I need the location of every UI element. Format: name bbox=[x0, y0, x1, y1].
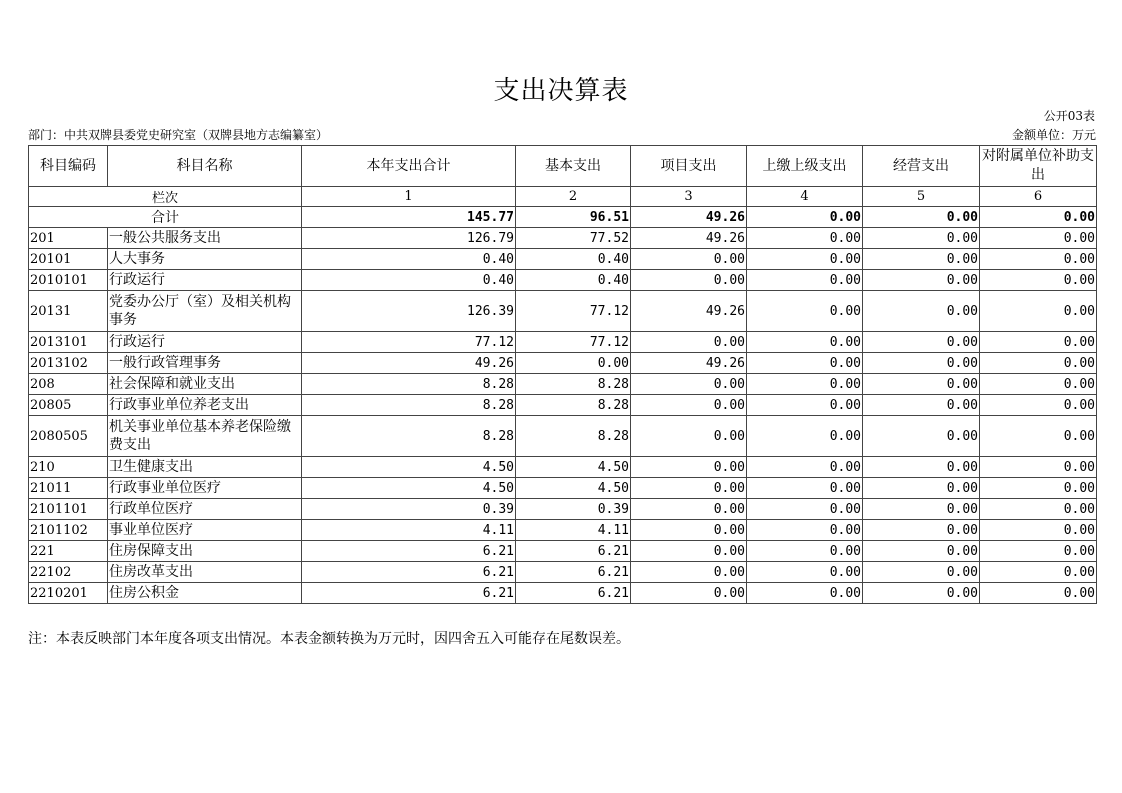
amount-cell: 0.00 bbox=[747, 291, 863, 332]
amount-cell: 0.00 bbox=[747, 374, 863, 395]
total-cell: 0.00 bbox=[747, 207, 863, 228]
amount-cell: 6.21 bbox=[516, 562, 631, 583]
name-cell: 行政运行 bbox=[108, 332, 302, 353]
amount-cell: 0.00 bbox=[980, 583, 1097, 604]
amount-cell: 8.28 bbox=[302, 374, 516, 395]
amount-cell: 0.00 bbox=[747, 583, 863, 604]
amount-cell: 0.00 bbox=[631, 583, 747, 604]
amount-cell: 0.00 bbox=[747, 541, 863, 562]
amount-cell: 6.21 bbox=[302, 583, 516, 604]
department-label: 部门：中共双牌县委党史研究室（双牌县地方志编纂室） bbox=[28, 128, 329, 142]
footnote: 注：本表反映部门本年度各项支出情况。本表金额转换为万元时，因四舍五入可能存在尾数误差。 bbox=[28, 631, 630, 647]
amount-cell: 0.00 bbox=[747, 562, 863, 583]
total-cell: 49.26 bbox=[631, 207, 747, 228]
amount-cell: 0.00 bbox=[747, 416, 863, 457]
table-row bbox=[29, 562, 1097, 583]
amount-cell: 0.00 bbox=[863, 270, 980, 291]
form-code: 公开03表 bbox=[1043, 109, 1095, 123]
amount-cell: 0.00 bbox=[516, 353, 631, 374]
amount-cell: 126.79 bbox=[302, 228, 516, 249]
amount-cell: 0.00 bbox=[863, 562, 980, 583]
amount-cell: 4.11 bbox=[302, 520, 516, 541]
amount-cell: 0.00 bbox=[631, 270, 747, 291]
amount-cell: 0.00 bbox=[863, 395, 980, 416]
name-cell: 一般公共服务支出 bbox=[108, 228, 302, 249]
amount-cell: 0.00 bbox=[980, 291, 1097, 332]
header-cell: 科目名称 bbox=[108, 146, 302, 187]
amount-cell: 0.00 bbox=[631, 416, 747, 457]
amount-cell: 0.00 bbox=[980, 541, 1097, 562]
amount-cell: 77.12 bbox=[516, 291, 631, 332]
amount-cell: 0.00 bbox=[980, 499, 1097, 520]
table-row bbox=[29, 583, 1097, 604]
code-cell: 2080505 bbox=[29, 416, 108, 457]
amount-cell: 0.00 bbox=[863, 228, 980, 249]
amount-cell: 0.00 bbox=[747, 228, 863, 249]
amount-cell: 4.50 bbox=[302, 478, 516, 499]
table-row bbox=[29, 541, 1097, 562]
index-label: 栏次 bbox=[29, 187, 302, 207]
amount-cell: 0.00 bbox=[863, 499, 980, 520]
amount-cell: 126.39 bbox=[302, 291, 516, 332]
amount-cell: 0.00 bbox=[631, 478, 747, 499]
code-cell: 201 bbox=[29, 228, 108, 249]
name-cell: 卫生健康支出 bbox=[108, 457, 302, 478]
code-cell: 20131 bbox=[29, 291, 108, 332]
amount-cell: 0.00 bbox=[631, 249, 747, 270]
amount-cell: 49.26 bbox=[631, 291, 747, 332]
total-label: 合计 bbox=[29, 207, 302, 228]
index-cell: 6 bbox=[980, 187, 1097, 207]
code-cell: 2013102 bbox=[29, 353, 108, 374]
amount-cell: 0.00 bbox=[747, 457, 863, 478]
amount-cell: 0.00 bbox=[863, 291, 980, 332]
amount-cell: 0.00 bbox=[980, 228, 1097, 249]
table-row bbox=[29, 520, 1097, 541]
code-cell: 2010101 bbox=[29, 270, 108, 291]
amount-cell: 0.00 bbox=[980, 374, 1097, 395]
amount-cell: 0.00 bbox=[747, 249, 863, 270]
amount-cell: 0.00 bbox=[980, 562, 1097, 583]
amount-cell: 0.00 bbox=[747, 395, 863, 416]
amount-cell: 0.00 bbox=[980, 478, 1097, 499]
amount-cell: 8.28 bbox=[302, 395, 516, 416]
amount-cell: 77.12 bbox=[302, 332, 516, 353]
amount-cell: 6.21 bbox=[516, 541, 631, 562]
table-row bbox=[29, 416, 1097, 457]
amount-cell: 0.00 bbox=[631, 395, 747, 416]
amount-cell: 0.00 bbox=[631, 332, 747, 353]
amount-cell: 0.00 bbox=[631, 562, 747, 583]
header-cell: 基本支出 bbox=[516, 146, 631, 187]
amount-cell: 0.00 bbox=[747, 353, 863, 374]
table-row bbox=[29, 228, 1097, 249]
unit-label: 金额单位：万元 bbox=[1011, 128, 1096, 142]
code-cell: 221 bbox=[29, 541, 108, 562]
index-row bbox=[29, 187, 1097, 207]
table-row bbox=[29, 270, 1097, 291]
name-cell: 事业单位医疗 bbox=[108, 520, 302, 541]
amount-cell: 8.28 bbox=[302, 416, 516, 457]
amount-cell: 49.26 bbox=[302, 353, 516, 374]
name-cell: 机关事业单位基本养老保险缴费支出 bbox=[108, 416, 302, 457]
meta-bar bbox=[28, 126, 1096, 144]
table-row bbox=[29, 249, 1097, 270]
name-cell: 人大事务 bbox=[108, 249, 302, 270]
header-cell: 经营支出 bbox=[863, 146, 980, 187]
table-row bbox=[29, 457, 1097, 478]
name-cell: 行政事业单位医疗 bbox=[108, 478, 302, 499]
index-cell: 3 bbox=[631, 187, 747, 207]
table-row bbox=[29, 478, 1097, 499]
amount-cell: 0.00 bbox=[980, 332, 1097, 353]
code-cell: 21011 bbox=[29, 478, 108, 499]
amount-cell: 49.26 bbox=[631, 353, 747, 374]
amount-cell: 0.39 bbox=[516, 499, 631, 520]
amount-cell: 49.26 bbox=[631, 228, 747, 249]
amount-cell: 0.00 bbox=[747, 478, 863, 499]
name-cell: 党委办公厅（室）及相关机构事务 bbox=[108, 291, 302, 332]
name-cell: 住房公积金 bbox=[108, 583, 302, 604]
amount-cell: 0.00 bbox=[980, 416, 1097, 457]
name-cell: 行政单位医疗 bbox=[108, 499, 302, 520]
amount-cell: 0.00 bbox=[863, 520, 980, 541]
header-cell: 上缴上级支出 bbox=[747, 146, 863, 187]
header-cell: 项目支出 bbox=[631, 146, 747, 187]
name-cell: 一般行政管理事务 bbox=[108, 353, 302, 374]
header-cell: 科目编码 bbox=[29, 146, 108, 187]
amount-cell: 0.40 bbox=[516, 270, 631, 291]
code-cell: 210 bbox=[29, 457, 108, 478]
amount-cell: 0.00 bbox=[747, 520, 863, 541]
amount-cell: 0.40 bbox=[516, 249, 631, 270]
header-cell: 对附属单位补助支出 bbox=[980, 146, 1097, 187]
amount-cell: 0.00 bbox=[863, 416, 980, 457]
name-cell: 住房保障支出 bbox=[108, 541, 302, 562]
expenditure-table bbox=[28, 145, 1097, 604]
amount-cell: 0.00 bbox=[980, 249, 1097, 270]
amount-cell: 0.00 bbox=[863, 374, 980, 395]
amount-cell: 0.00 bbox=[747, 499, 863, 520]
index-cell: 1 bbox=[302, 187, 516, 207]
table-row bbox=[29, 374, 1097, 395]
total-cell: 145.77 bbox=[302, 207, 516, 228]
table-row bbox=[29, 332, 1097, 353]
code-cell: 2101102 bbox=[29, 520, 108, 541]
code-cell: 2013101 bbox=[29, 332, 108, 353]
code-cell: 20805 bbox=[29, 395, 108, 416]
name-cell: 行政运行 bbox=[108, 270, 302, 291]
amount-cell: 4.50 bbox=[516, 478, 631, 499]
total-row bbox=[29, 207, 1097, 228]
code-cell: 2101101 bbox=[29, 499, 108, 520]
index-cell: 2 bbox=[516, 187, 631, 207]
amount-cell: 0.00 bbox=[863, 478, 980, 499]
code-cell: 20101 bbox=[29, 249, 108, 270]
name-cell: 行政事业单位养老支出 bbox=[108, 395, 302, 416]
amount-cell: 0.00 bbox=[863, 332, 980, 353]
amount-cell: 8.28 bbox=[516, 374, 631, 395]
page-title: 支出决算表 bbox=[493, 76, 629, 106]
amount-cell: 0.00 bbox=[980, 457, 1097, 478]
amount-cell: 0.00 bbox=[631, 499, 747, 520]
table-row bbox=[29, 353, 1097, 374]
amount-cell: 0.00 bbox=[980, 395, 1097, 416]
amount-cell: 6.21 bbox=[302, 541, 516, 562]
amount-cell: 77.52 bbox=[516, 228, 631, 249]
code-cell: 2210201 bbox=[29, 583, 108, 604]
name-cell: 住房改革支出 bbox=[108, 562, 302, 583]
amount-cell: 0.00 bbox=[863, 457, 980, 478]
amount-cell: 0.00 bbox=[980, 270, 1097, 291]
header-row bbox=[29, 146, 1097, 187]
name-cell: 社会保障和就业支出 bbox=[108, 374, 302, 395]
amount-cell: 77.12 bbox=[516, 332, 631, 353]
index-cell: 4 bbox=[747, 187, 863, 207]
amount-cell: 0.40 bbox=[302, 270, 516, 291]
amount-cell: 0.00 bbox=[863, 583, 980, 604]
amount-cell: 0.39 bbox=[302, 499, 516, 520]
amount-cell: 8.28 bbox=[516, 395, 631, 416]
amount-cell: 4.11 bbox=[516, 520, 631, 541]
code-cell: 22102 bbox=[29, 562, 108, 583]
index-cell: 5 bbox=[863, 187, 980, 207]
total-cell: 0.00 bbox=[980, 207, 1097, 228]
amount-cell: 0.00 bbox=[980, 353, 1097, 374]
amount-cell: 0.40 bbox=[302, 249, 516, 270]
code-cell: 208 bbox=[29, 374, 108, 395]
amount-cell: 6.21 bbox=[302, 562, 516, 583]
amount-cell: 0.00 bbox=[980, 520, 1097, 541]
table-row bbox=[29, 499, 1097, 520]
amount-cell: 4.50 bbox=[302, 457, 516, 478]
table-row bbox=[29, 395, 1097, 416]
amount-cell: 0.00 bbox=[631, 541, 747, 562]
header-cell: 本年支出合计 bbox=[302, 146, 516, 187]
amount-cell: 0.00 bbox=[863, 249, 980, 270]
amount-cell: 0.00 bbox=[747, 332, 863, 353]
total-cell: 0.00 bbox=[863, 207, 980, 228]
amount-cell: 0.00 bbox=[863, 541, 980, 562]
amount-cell: 0.00 bbox=[631, 374, 747, 395]
amount-cell: 6.21 bbox=[516, 583, 631, 604]
table-row bbox=[29, 291, 1097, 332]
amount-cell: 4.50 bbox=[516, 457, 631, 478]
amount-cell: 0.00 bbox=[863, 353, 980, 374]
amount-cell: 0.00 bbox=[747, 270, 863, 291]
amount-cell: 0.00 bbox=[631, 520, 747, 541]
amount-cell: 0.00 bbox=[631, 457, 747, 478]
amount-cell: 8.28 bbox=[516, 416, 631, 457]
total-cell: 96.51 bbox=[516, 207, 631, 228]
